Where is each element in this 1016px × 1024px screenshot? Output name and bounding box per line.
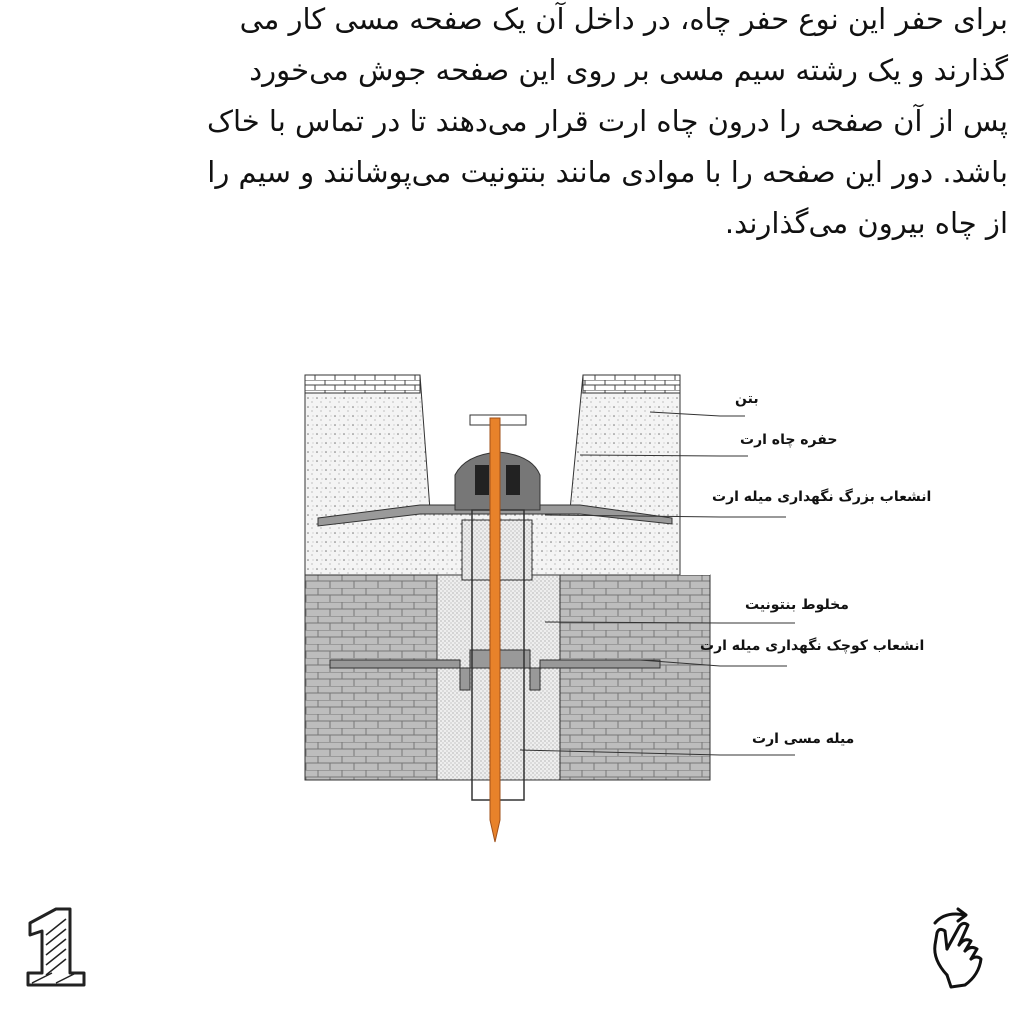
copper-rod <box>490 418 500 842</box>
label-copper-rod: میله مسی ارت <box>752 731 855 747</box>
paragraph-line: پس از آن صفحه را درون چاه ارت قرار می‌دهند تا در تماس با خاک <box>206 104 1008 138</box>
page-number-badge <box>22 905 92 990</box>
hand-swipe-icon <box>925 905 1005 995</box>
page-number: 1 <box>22 905 23 906</box>
paragraph-line: از چاه بیرون می‌گذارند. <box>724 206 1008 240</box>
label-large-branch: انشعاب بزرگ نگهداری میله ارت <box>712 489 932 505</box>
paragraph-line: باشد. دور این صفحه را با موادی مانند بنتونیت می‌پوشانند و سیم را <box>207 155 1008 189</box>
label-concrete: بتن <box>735 391 759 407</box>
label-bentonite: مخلوط بنتونیت <box>745 597 849 613</box>
label-earth-pit: حفره چاه ارت <box>740 432 838 448</box>
paragraph-line: گذارند و یک رشته سیم مسی بر روی این صفحه جوش می‌خورد <box>249 53 1008 87</box>
cap-left <box>305 375 420 393</box>
paragraph-line: برای حفر این نوع حفر چاه، در داخل آن یک صفحه مسی کار می <box>239 2 1008 36</box>
label-small-branch: انشعاب کوچک نگهداری میله ارت <box>700 638 925 654</box>
cap-right <box>583 375 680 393</box>
